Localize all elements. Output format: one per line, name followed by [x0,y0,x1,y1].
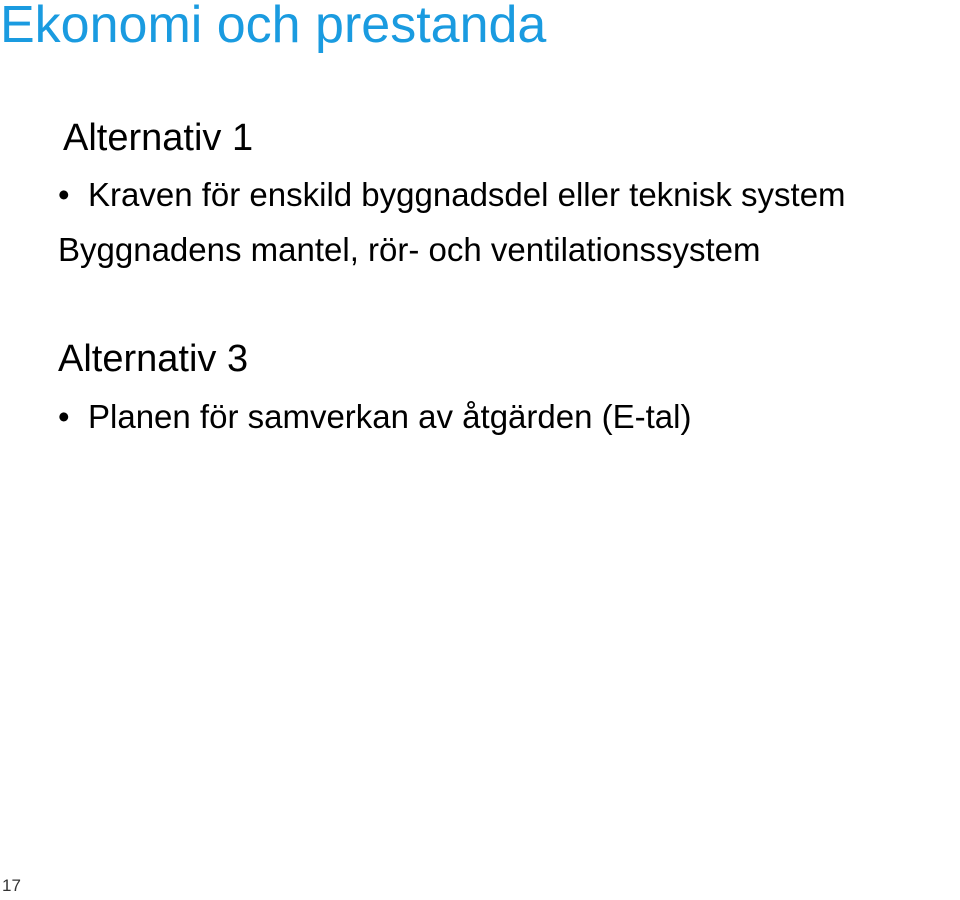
slide-title: Ekonomi och prestanda [0,0,547,54]
bullet-item [58,397,691,437]
page-number: 17 [2,876,21,895]
section-heading-alternativ-3: Alternativ 3 [58,338,249,380]
bullet-symbol: • [58,176,70,213]
section-heading-alternativ-1: Alternativ 1 [63,117,254,159]
sub-line: Byggnadens mantel, rör- och ventilationssystem [58,231,761,268]
bullet-item [58,175,846,215]
bullet-text: Planen för samverkan av åtgärden (E-tal) [88,398,692,435]
bullet-text: Kraven för enskild byggnadsdel eller teknisk system [88,176,846,213]
bullet-symbol: • [58,398,70,435]
